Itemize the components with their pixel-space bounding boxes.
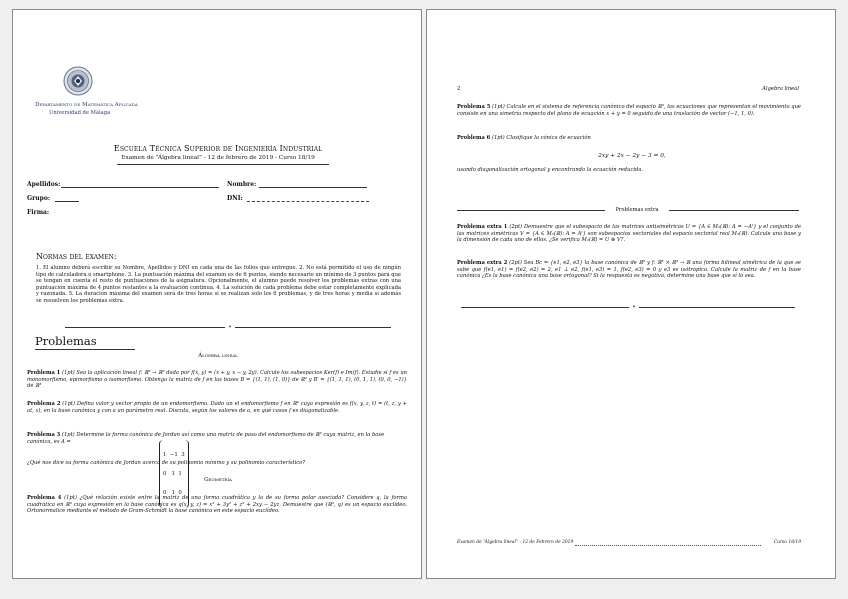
exam-line: Examen de “Álgebra lineal” - 12 de febrero de 2019 - Curso 18/19: [121, 155, 315, 161]
problem-6-text: Clasifique la cónica de ecuación: [506, 135, 591, 141]
exam-page-2: [426, 9, 836, 579]
problem-4-points: (1pt): [64, 495, 77, 501]
problem-6-equation: 2xy + 2x − 2y − 3 = 0,: [598, 153, 666, 159]
separator-mark: ⋄: [228, 324, 232, 330]
problem-4-text: ¿Qué relación existe entre la matriz de una forma cuadrática y la de su forma polar asociada? Considere q, la forma cuadrática en ℝ³ cuya expresión en la base canónica es q(x, y, z) = x² + 3y² + z² + 2xy − 2yz. Demuestre que (ℝ³, q) es un espacio euclídeo. Ortonormalice mediante el método de Gram-Schmidt la base canónica en este espacio euclídeo.: [27, 495, 408, 515]
matrix-row-3: 0 1 0: [163, 489, 182, 496]
problem-6-label: Problema 6: [457, 135, 491, 141]
extra-problem-2-label: Problema extra 2: [457, 260, 508, 266]
separator-right-2: [639, 307, 795, 308]
university-name: Universidad de Málaga: [49, 110, 111, 116]
problem-6-text-after: usando diagonalización ortogonal y encontrando la ecuación reducida.: [457, 167, 644, 173]
matrix-row-1: 1 −1 3: [163, 452, 185, 459]
field-nombre-label: Nombre:: [227, 181, 257, 188]
separator-right: [235, 327, 391, 328]
problem-2: [27, 401, 407, 414]
problem-1-label: Problema 1: [27, 370, 61, 376]
extra-problem-1-points: (2pt): [509, 224, 523, 230]
rules-text: 1. El alumno deberá escribir su Nombre, Apellidos y DNI en cada una de las folios que entregue. 2. No está permitido el uso de ningún tipo de calculadora o smartphone. 3. La puntuación máxima del examen es de 6 puntos, siendo necesario un mínimo de 3 puntos para que se tengan en cuenta el resto de puntuaciones de la asignatura. Opcionalmente, el alumno puede resolver los problemas extras con una puntuación máxima de 4 puntos restantes a la evaluación continua. 4. La solución de cada problema debe estar completamente explicada y razonada. 5. La duración máxima del examen será de tres horas si se realizan solo los 6 problemas, y de tres horas y media si además se resuelven los problemas extra.: [36, 265, 401, 304]
footer-leader: [575, 545, 761, 546]
field-grupo-label: Grupo:: [27, 195, 51, 202]
matrix-row-2: 0 1 1: [163, 471, 182, 478]
problem-6: [457, 135, 801, 142]
problem-3-points: (1pt): [61, 432, 75, 438]
extras-rule-left: [457, 210, 605, 211]
separator-mark-2: ⋄: [632, 304, 636, 310]
extras-title: Problemas extra: [615, 207, 659, 213]
field-grupo-line[interactable]: [55, 196, 79, 202]
school-title: Escuela Técnica Superior de Ingeniería Industrial: [113, 143, 323, 153]
extra-problem-2-text: Sea Bc = {e1, e2, e3} la base canónica de ℝ³ y f: ℝ³ × ℝ³ → ℝ una forma bilineal simétrica de la que se sabe que f(e1, e1) = f(e2, e2) = 2, e1 ⊥ e2, f(e1, e3) = 1, f(e2, e3) = 0 y e3 es isótropico. Calcule la matriz de f en la base canónica ¿Es la base canónica una base ortogonal? Si la respuesta es negativa, determine una base que sí lo sea.: [457, 260, 801, 280]
problem-5: [457, 104, 801, 117]
separator-left: [65, 327, 225, 328]
field-nombre-line[interactable]: [259, 182, 367, 188]
problem-4-label: Problema 4: [27, 495, 62, 501]
extra-problem-1-text: Demuestre que el subespacio de las matrices antisimétricas U = {A ∈ M₃(ℝ): A = −Aᵗ} y el conjunto de las matrices simétricas V = {A ∈ M₃(ℝ): A = Aᵗ} son subespacios vectoriales del espacio vectorial real M₃(ℝ). Calcule una base y la dimensión de cada uno de ellos. ¿Se verifica M₃(ℝ) = U ⊕ V?.: [457, 224, 802, 244]
rules-title: Normas del examen:: [36, 252, 117, 261]
footer-left: Examen de “Álgebra lineal” - 12 de Febrero de 2019: [457, 540, 574, 545]
problem-5-label: Problema 5: [457, 104, 491, 110]
title-underline: [117, 164, 329, 165]
running-head: Álgebra lineal: [762, 86, 799, 92]
subsection-geometria: Geometría: [204, 477, 232, 483]
field-apellidos-label: Apellidos:: [27, 181, 61, 188]
separator-left-2: [461, 307, 629, 308]
extra-problem-1: [457, 224, 801, 244]
footer-right: Curso 18/19: [773, 540, 801, 545]
problem-2-label: Problema 2: [27, 401, 61, 407]
field-dni-label: DNI:: [227, 195, 243, 202]
problem-3-label: Problema 3: [27, 432, 61, 438]
problem-6-points: (1pt): [491, 135, 505, 141]
section-title: Problemas: [35, 334, 97, 348]
university-logo-icon: [63, 66, 93, 96]
page-number: 2: [457, 86, 461, 92]
problem-1-points: (1pt): [61, 370, 75, 376]
problem-3-text-after: ¿Qué nos dice su forma canónica de Jordan acerca de su polinomio mínimo y su polinomio característico?: [27, 460, 306, 466]
problem-3: [27, 432, 407, 445]
subsection-algebra: Álgebra lineal: [198, 353, 238, 359]
section-underline: [35, 349, 135, 350]
exam-page-1: [12, 9, 422, 579]
field-dni-line[interactable]: [247, 196, 369, 202]
extra-problem-2: [457, 260, 801, 280]
field-firma-label: Firma:: [27, 209, 50, 216]
extras-rule-right: [669, 210, 799, 211]
extra-problem-2-points: (2pt): [509, 260, 522, 266]
problem-2-points: (1pt): [62, 401, 76, 407]
problem-1: [27, 370, 407, 390]
department-name: Departamento de Matemática Aplicada: [35, 102, 138, 108]
problem-1-text: Sea la aplicación lineal f: ℝ² → ℝ³ dada por f(x, y) = (x + y, x − y, 2y). Calcule los subespacios Ker(f) e Im(f). Estudie si f es un monomorfismo, epimorfismo o isomorfismo. Obtenga la matriz de f en las bases B = {(1, 1), (1, 0)} de ℝ² y B′ = {(1, 1, 1), (0, 1, 1), (0, 0, −1)} de ℝ³: [27, 370, 407, 390]
problem-5-points: (1pt): [492, 104, 505, 110]
extra-problem-1-label: Problema extra 1: [457, 224, 508, 230]
problem-2-text: Defina valor y vector propio de un endomorfismo. Dado un el endomorfismo f en ℝ⁴ cuya expresión es f(x, y, z, t) = (t, z, y + at, x), en la base canónica y con a un parámetro real. Discuta, según los valores de a, en qué casos f es diagonalizable.: [27, 401, 408, 414]
problem-3-text-before: Determine la forma canónica de Jordan así como una matriz de paso del endomorfismo de ℝ³ cuya matriz, en la base canónica, es A =: [27, 432, 385, 445]
problem-4: [27, 495, 407, 515]
problem-5-text: Calcule en el sistema de referencia canónico del espacio ℝ³, las ecuaciones que representan el movimiento que consiste en una simetría respecto del plano de ecuación x + y = 0 seguido de una traslación de vector (−1, 1, 0).: [457, 104, 802, 117]
field-apellidos-line[interactable]: [61, 182, 219, 188]
